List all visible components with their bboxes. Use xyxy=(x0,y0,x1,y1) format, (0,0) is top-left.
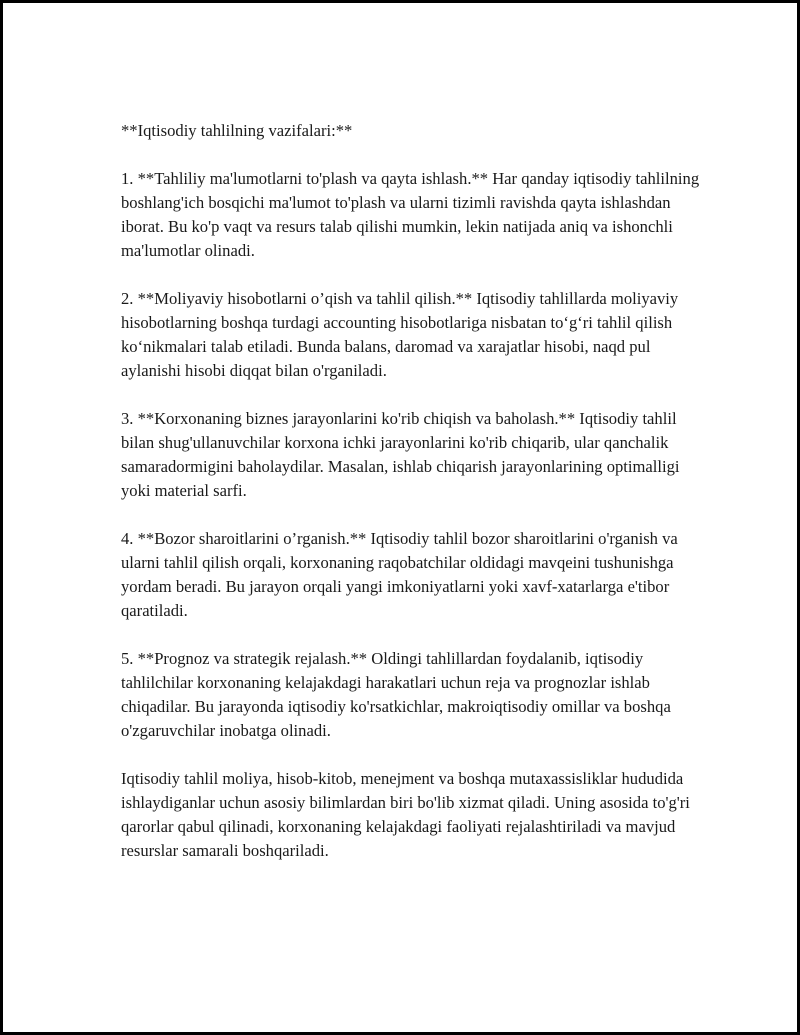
paragraph-2: 2. **Moliyaviy hisobotlarni o’qish va tahlil qilish.** Iqtisodiy tahlillarda moliyaviy hisobotlarning boshqa turdagi accounting hisobotlariga nisbatan to‘g‘ri tahlil qilish ko‘nikmalari talab etiladi. Bunda balans, daromad va xarajatlar hisobi, naqd pul aylanishi hisobi diqqat bilan o'rganiladi. xyxy=(121,289,679,380)
document-heading: **Iqtisodiy tahlilning vazifalari:** xyxy=(121,121,353,140)
closing-paragraph: Iqtisodiy tahlil moliya, hisob-kitob, menejment va boshqa mutaxassisliklar hududida ishlaydiganlar uchun asosiy bilimlardan biri bo'lib xizmat qiladi. Uning asosida to'g'ri qarorlar qabul qilinadi, korxonaning kelajakdagi faoliyati rejalashtiriladi va mavjud resurslar samarali boshqariladi. xyxy=(121,769,690,860)
paragraph-1: 1. **Tahliliy ma'lumotlarni to'plash va qayta ishlash.** Har qanday iqtisodiy tahlilning boshlang'ich bosqichi ma'lumot to'plash va ularni tizimli ravishda qayta ishlashdan iborat. Bu ko'p vaqt va resurs talab qilishi mumkin, lekin natijada aniq va ishonchli ma'lumotlar olinadi. xyxy=(121,169,700,260)
paragraph-3: 3. **Korxonaning biznes jarayonlarini ko'rib chiqish va baholash.** Iqtisodiy tahlil bilan shug'ullanuvchilar korxona ichki jarayonlarini ko'rib chiqarib, ular qanchalik samaradormigini baholaydilar. Masalan, ishlab chiqarish jarayonlarining optimalligi yoki material sarfi. xyxy=(121,409,680,500)
paragraph-4: 4. **Bozor sharoitlarini o’rganish.** Iqtisodiy tahlil bozor sharoitlarini o'rganish va ularni tahlil qilish orqali, korxonaning raqobatchilar oldidagi mavqeini tushunishga yordam beradi. Bu jarayon orqali yangi imkoniyatlarni yoki xavf-xatarlarga e'tibor qaratiladi. xyxy=(121,529,678,620)
paragraph-5: 5. **Prognoz va strategik rejalash.** Oldingi tahlillardan foydalanib, iqtisodiy tahlilchilar korxonaning kelajakdagi harakatlari uchun reja va prognozlar ishlab chiqadilar. Bu jarayonda iqtisodiy ko'rsatkichlar, makroiqtisodiy omillar va boshqa o'zgaruvchilar inobatga olinadi. xyxy=(121,649,671,740)
document-body xyxy=(121,119,701,863)
